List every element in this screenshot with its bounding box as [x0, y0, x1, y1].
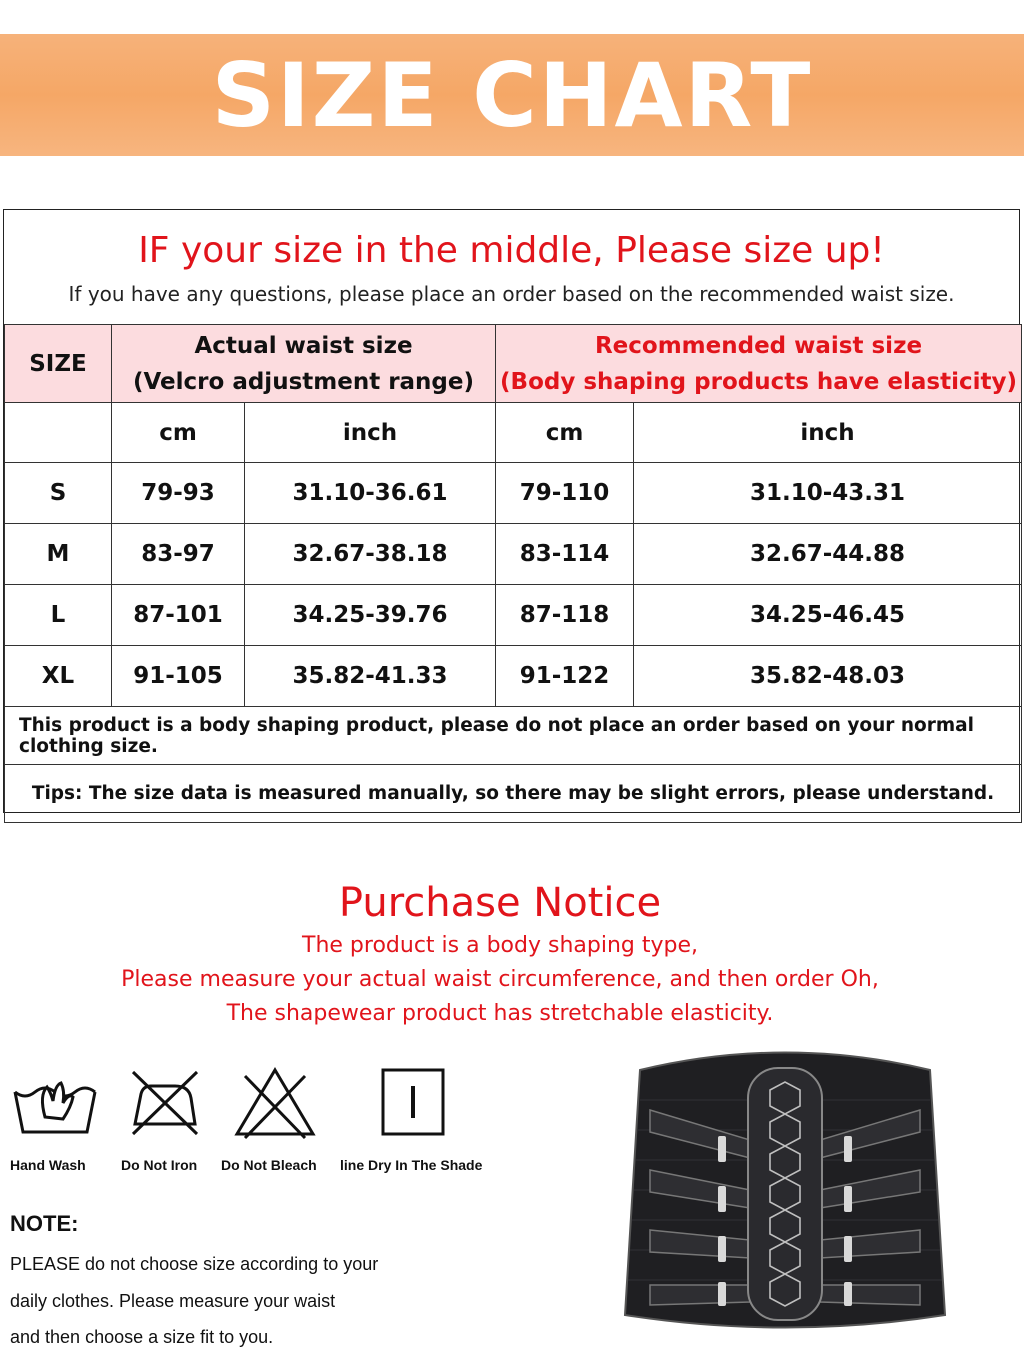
row-actual-cm: 87-101 — [112, 585, 245, 646]
do-not-iron-label: Do Not Iron — [121, 1157, 198, 1173]
header-recommended-line1: Recommended waist size — [594, 332, 923, 359]
table-header-row — [5, 325, 1022, 403]
units-blank — [5, 403, 112, 463]
sheet-header — [4, 210, 1019, 324]
header-actual-line1: Actual waist size — [194, 332, 413, 359]
hand-wash-icon — [0, 1062, 110, 1142]
table-row — [5, 585, 1022, 646]
row-actual-inch: 31.10-36.61 — [245, 463, 496, 524]
table-row — [5, 524, 1022, 585]
notice-line-1: The product is a body shaping type, — [302, 933, 698, 958]
units-row — [5, 403, 1022, 463]
recommendation-subtitle: If you have any questions, please place an order based on the recommended waist size. — [68, 282, 955, 306]
row-rec-cm: 87-118 — [496, 585, 634, 646]
size-chart-sheet — [3, 209, 1020, 813]
hand-wash-label: Hand Wash — [10, 1157, 86, 1173]
row-actual-inch: 34.25-39.76 — [245, 585, 496, 646]
note-row — [5, 707, 1022, 765]
size-table — [4, 324, 1022, 823]
row-size: S — [5, 463, 112, 524]
row-size: XL — [5, 646, 112, 707]
row-rec-cm: 79-110 — [496, 463, 634, 524]
note-line-2: daily clothes. Please measure your waist — [10, 1291, 336, 1311]
purchase-notice-title: Purchase Notice — [338, 880, 662, 926]
tips-row — [5, 765, 1022, 823]
size-chart-banner — [0, 34, 1024, 156]
row-actual-inch: 35.82-41.33 — [245, 646, 496, 707]
row-rec-inch: 31.10-43.31 — [634, 463, 1022, 524]
row-actual-cm: 79-93 — [112, 463, 245, 524]
header-recommended-line2: (Body shaping products have elasticity) — [500, 368, 1017, 395]
notice-line-3: The shapewear product has stretchable elasticity. — [226, 1001, 774, 1026]
note-title: NOTE: — [10, 1211, 79, 1236]
body-shaping-note: This product is a body shaping product, please do not place an order based on your normal clothing size. — [5, 707, 1022, 765]
line-dry-label: line Dry In The Shade — [340, 1157, 483, 1173]
header-actual-line2: (Velcro adjustment range) — [133, 368, 475, 395]
table-row — [5, 463, 1022, 524]
do-not-bleach-label: Do Not Bleach — [221, 1157, 317, 1173]
row-size: M — [5, 524, 112, 585]
waist-belt-image — [600, 1040, 970, 1345]
row-rec-inch: 34.25-46.45 — [634, 585, 1022, 646]
line-dry-icon — [358, 1062, 468, 1142]
header-size: SIZE — [5, 325, 112, 403]
row-size: L — [5, 585, 112, 646]
row-actual-inch: 32.67-38.18 — [245, 524, 496, 585]
row-actual-cm: 91-105 — [112, 646, 245, 707]
row-rec-inch: 32.67-44.88 — [634, 524, 1022, 585]
row-rec-cm: 91-122 — [496, 646, 634, 707]
do-not-iron-icon — [110, 1062, 220, 1142]
size-up-warning: IF your size in the middle, Please size up! — [138, 230, 885, 271]
row-actual-cm: 83-97 — [112, 524, 245, 585]
table-row — [5, 646, 1022, 707]
unit-actual-cm: cm — [112, 403, 245, 463]
unit-rec-cm: cm — [496, 403, 634, 463]
header-actual-waist — [112, 325, 496, 403]
note-line-3: and then choose a size fit to you. — [10, 1327, 274, 1347]
notice-line-2: Please measure your actual waist circumference, and then order Oh, — [121, 967, 879, 992]
note-line-1: PLEASE do not choose size according to your — [10, 1254, 379, 1274]
header-recommended-waist — [496, 325, 1022, 403]
row-rec-cm: 83-114 — [496, 524, 634, 585]
unit-rec-inch: inch — [634, 403, 1022, 463]
unit-actual-inch: inch — [245, 403, 496, 463]
measurement-tips: Tips: The size data is measured manually, so there may be slight errors, please understand. — [5, 765, 1022, 823]
banner-title: SIZE CHART — [211, 43, 813, 147]
do-not-bleach-icon — [220, 1062, 330, 1142]
row-rec-inch: 35.82-48.03 — [634, 646, 1022, 707]
